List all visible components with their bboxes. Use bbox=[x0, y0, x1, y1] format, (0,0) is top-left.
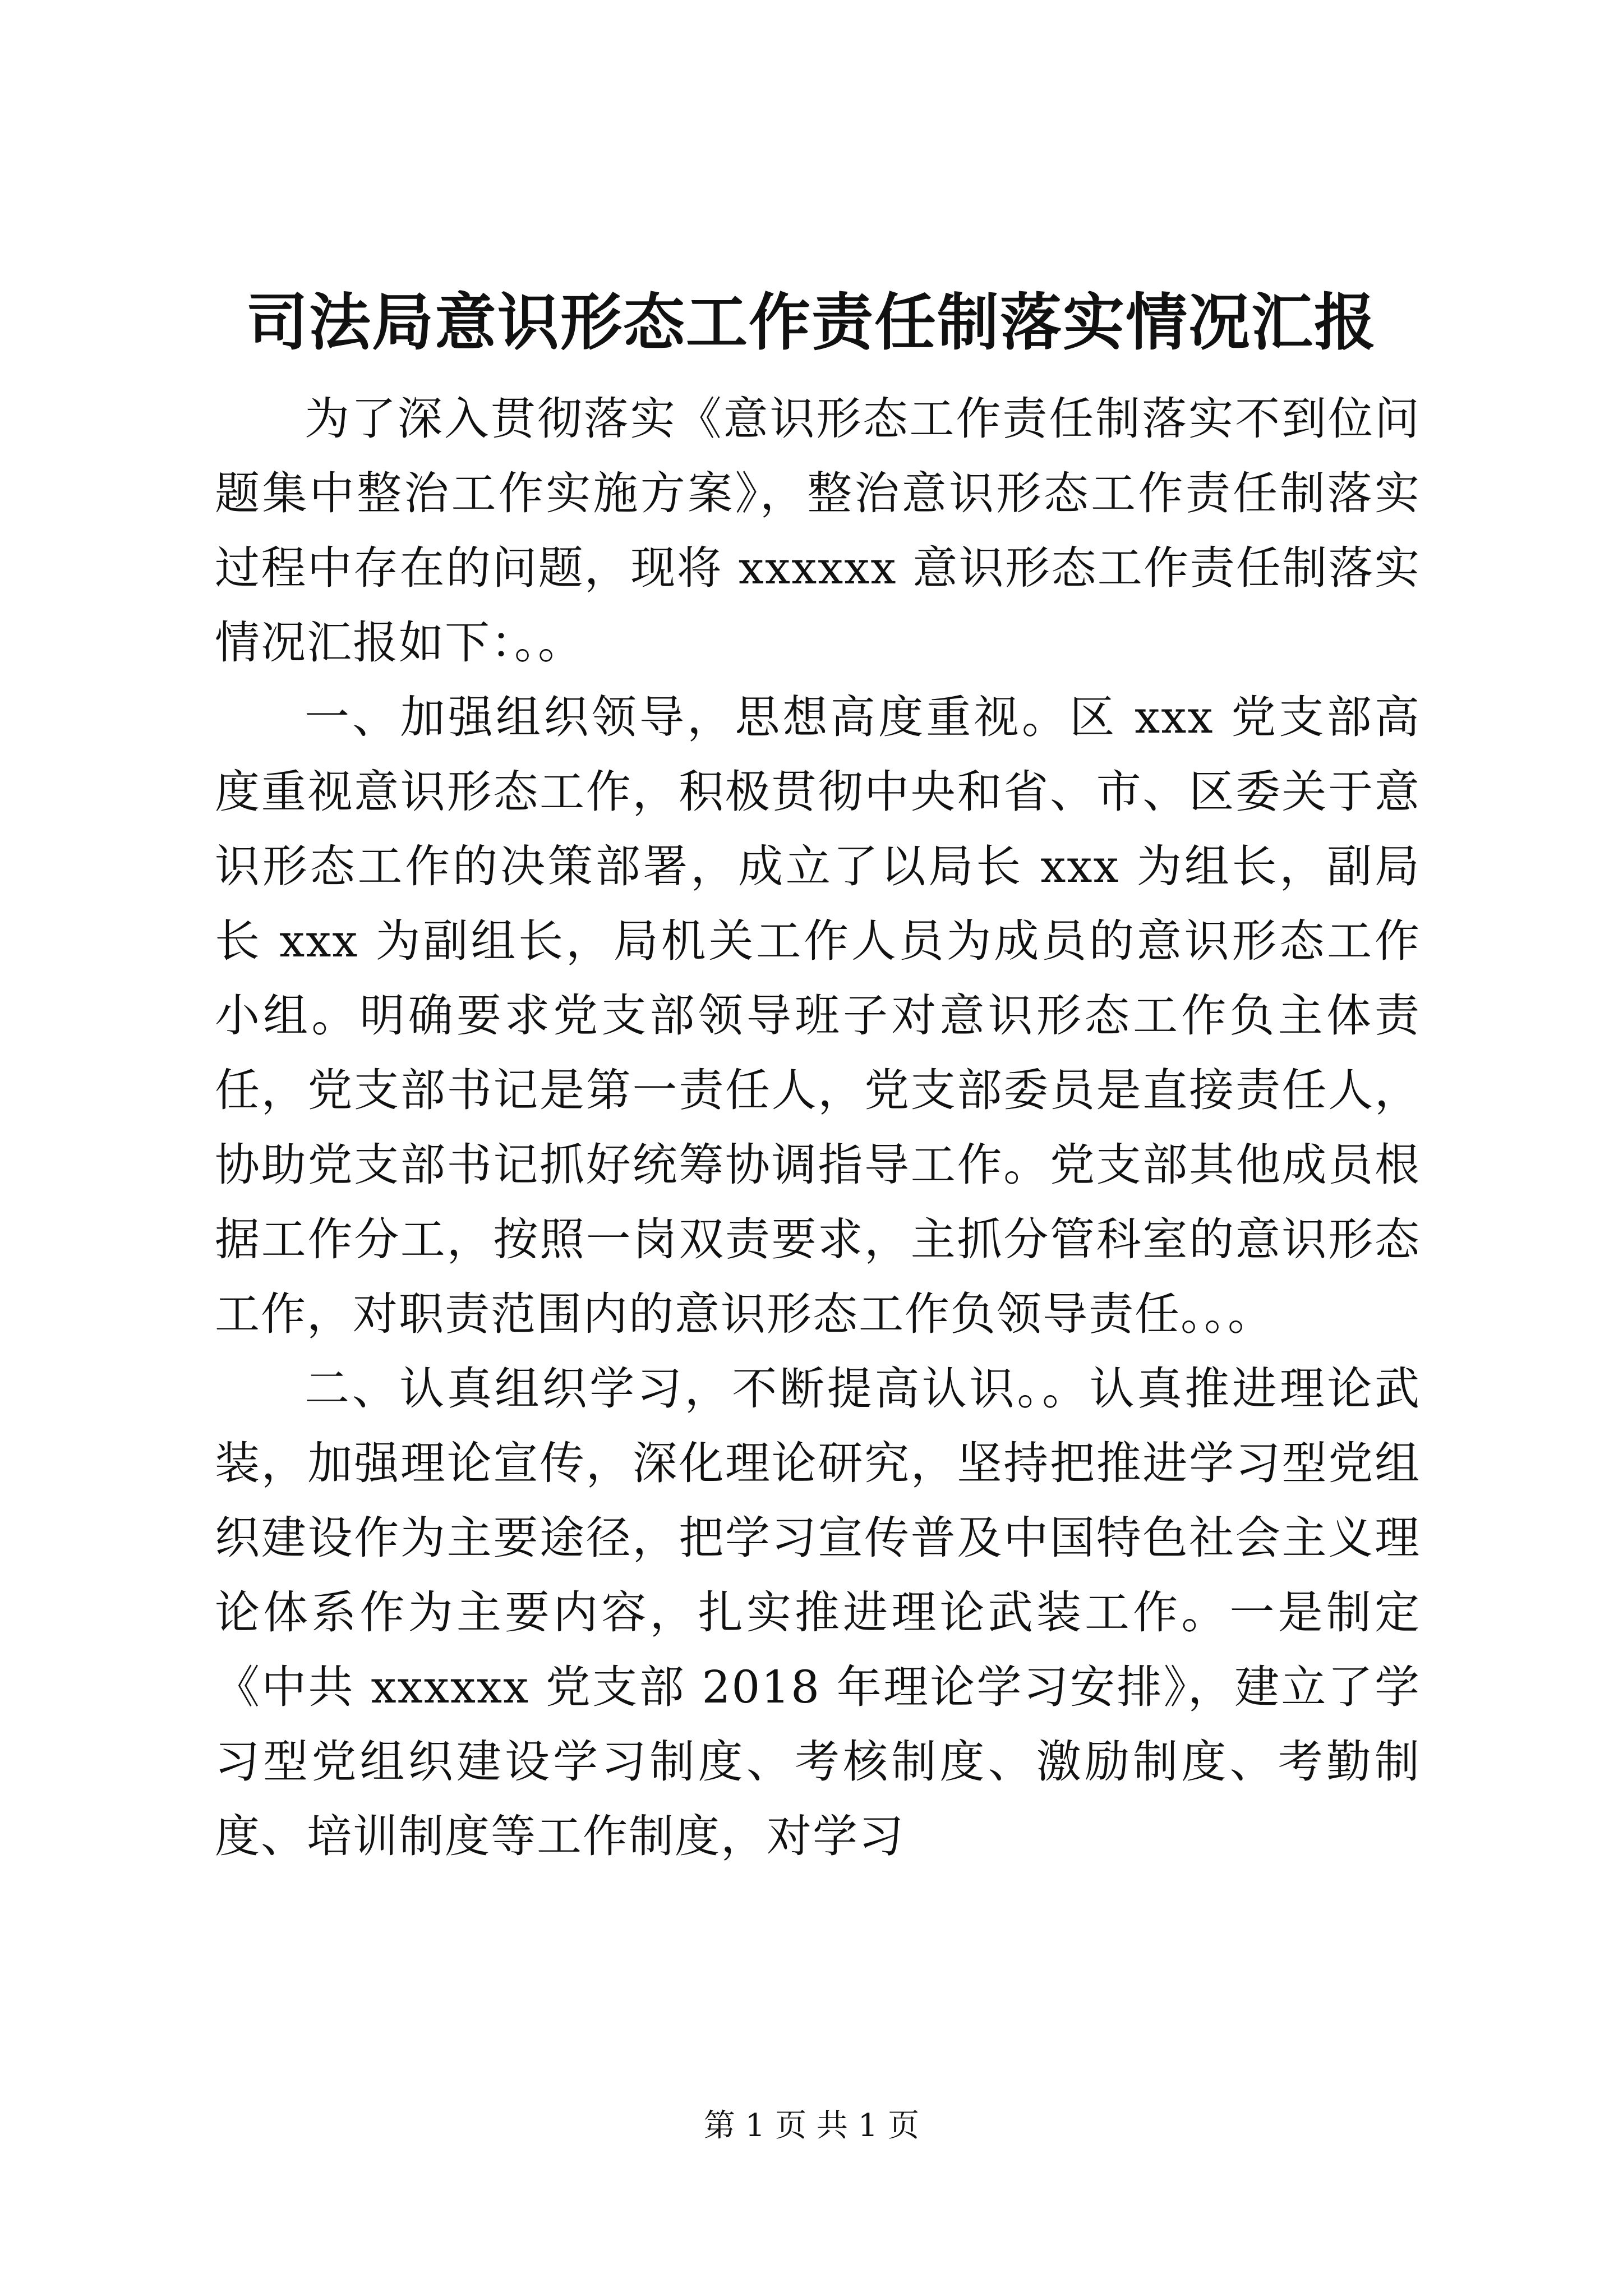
paragraph-section-2: 二、认真组织学习，不断提高认识。。认真推进理论武装，加强理论宣传，深化理论研究，坚持把推进学习型党组织建设作为主要途径，把学习宣传普及中国特色社会主义理论体系作为主要内容，扎实推进理论武装工作。一是制定《中共 xxxxxx 党支部 2018 年理论学习安排》，建立了学习型党组织建设学习制度、考核制度、激励制度、考勤制度、培训制度等工作制度，对学习 bbox=[215, 1363, 1421, 1862]
document-title: 司法局意识形态工作责任制落实情况汇报 bbox=[246, 286, 1377, 358]
page-footer: 第 1 页 共 1 页 bbox=[703, 2108, 920, 2144]
document-body bbox=[215, 381, 1421, 1874]
paragraph-section-1: 一、加强组织领导，思想高度重视。区 xxx 党支部高度重视意识形态工作，积极贯彻中央和省、市、区委关于意识形态工作的决策部署，成立了以局长 xxx 为组长，副局长 xxx 为副组长，局机关工作人员为成员的意识形态工作小组。明确要求党支部领导班子对意识形态工作负主体责任，党支部书记是第一责任人，党支部委员是直接责任人，协助党支部书记抓好统筹协调指导工作。党支部其他成员根据工作分工，按照一岗双责要求，主抓分管科室的意识形态工作，对职责范围内的意识形态工作负领导责任。。。 bbox=[215, 691, 1421, 1340]
paragraph-intro: 为了深入贯彻落实《意识形态工作责任制落实不到位问题集中整治工作实施方案》，整治意识形态工作责任制落实过程中存在的问题，现将 xxxxxx 意识形态工作责任制落实情况汇报如下：。。 bbox=[215, 393, 1421, 669]
